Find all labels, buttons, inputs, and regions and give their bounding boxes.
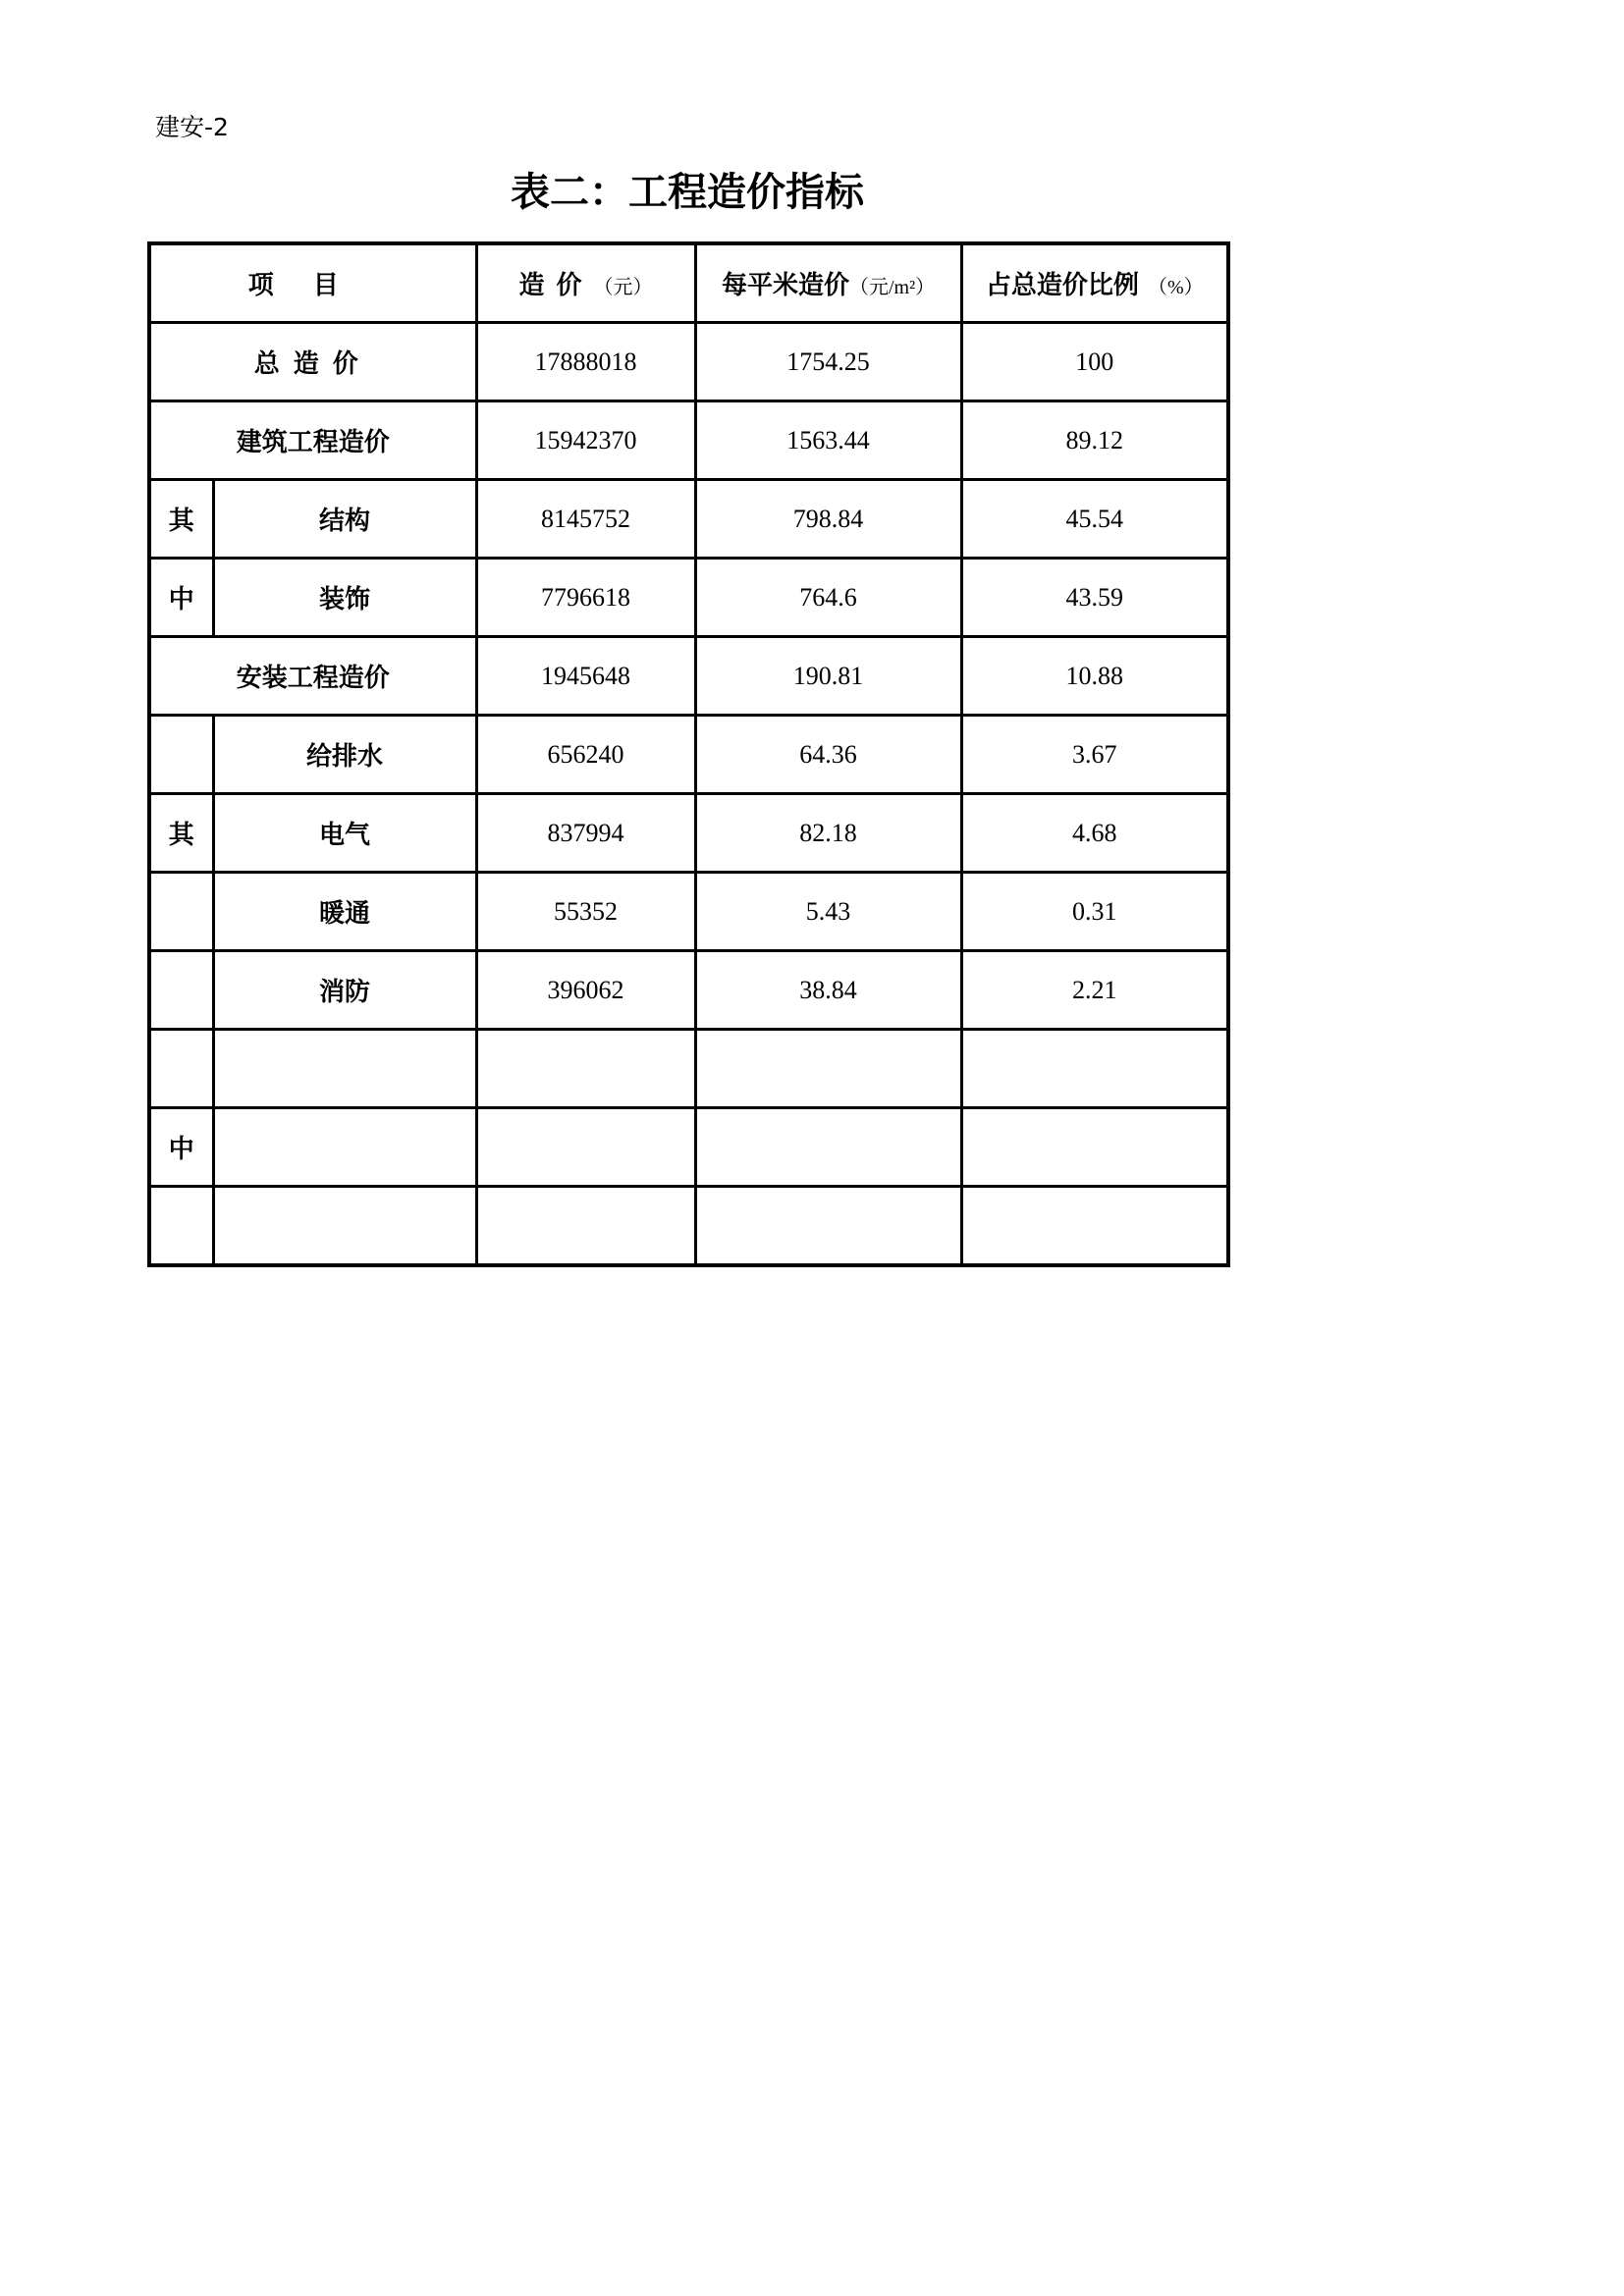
group-label: 中: [149, 559, 213, 637]
cost-index-table: [147, 241, 1230, 1267]
empty-cell: [476, 1030, 695, 1108]
row-cost: 656240: [476, 716, 695, 794]
table-row: [149, 794, 1228, 873]
header-cost: 造价（元）: [476, 243, 695, 323]
table-row: [149, 480, 1228, 559]
table-row: [149, 323, 1228, 401]
empty-cell: [695, 1187, 961, 1266]
table-row: [149, 637, 1228, 716]
row-name: 装饰: [213, 559, 476, 637]
table-header-row: [149, 243, 1228, 323]
empty-cell: [476, 1187, 695, 1266]
row-ratio: 89.12: [961, 401, 1228, 480]
row-ratio: 100: [961, 323, 1228, 401]
empty-cell: [961, 1030, 1228, 1108]
empty-cell: [213, 1030, 476, 1108]
row-cost: 8145752: [476, 480, 695, 559]
empty-cell: [961, 1187, 1228, 1266]
row-cost: 1945648: [476, 637, 695, 716]
row-cost: 837994: [476, 794, 695, 873]
row-name: 电气: [213, 794, 476, 873]
row-ratio: 45.54: [961, 480, 1228, 559]
row-per-sqm: 1563.44: [695, 401, 961, 480]
row-ratio: 0.31: [961, 873, 1228, 951]
group-label-empty: [149, 1187, 213, 1266]
row-per-sqm: 5.43: [695, 873, 961, 951]
group-label-empty: [149, 716, 213, 794]
empty-cell: [695, 1108, 961, 1187]
row-name: 结构: [213, 480, 476, 559]
row-ratio: 4.68: [961, 794, 1228, 873]
row-name: 安装工程造价: [149, 637, 476, 716]
header-per-sqm: 每平米造价（元/m²）: [695, 243, 961, 323]
empty-cell: [213, 1108, 476, 1187]
header-item: 项目: [149, 243, 476, 323]
table-row-empty: [149, 1108, 1228, 1187]
group-label: 中: [149, 1108, 213, 1187]
group-label-empty: [149, 873, 213, 951]
group-label: 其: [149, 794, 213, 873]
row-ratio: 43.59: [961, 559, 1228, 637]
group-label: 其: [149, 480, 213, 559]
table-row: [149, 873, 1228, 951]
document-code: 建安-2: [155, 113, 229, 141]
row-name: 给排水: [213, 716, 476, 794]
table-row: [149, 559, 1228, 637]
group-label-empty: [149, 1030, 213, 1108]
empty-cell: [961, 1108, 1228, 1187]
row-cost: 55352: [476, 873, 695, 951]
row-cost: 17888018: [476, 323, 695, 401]
row-per-sqm: 1754.25: [695, 323, 961, 401]
table-row: [149, 951, 1228, 1030]
row-per-sqm: 798.84: [695, 480, 961, 559]
table-row: [149, 716, 1228, 794]
row-ratio: 10.88: [961, 637, 1228, 716]
row-cost: 15942370: [476, 401, 695, 480]
row-cost: 396062: [476, 951, 695, 1030]
row-name: 暖通: [213, 873, 476, 951]
header-ratio: 占总造价比例 （%）: [961, 243, 1228, 323]
row-per-sqm: 764.6: [695, 559, 961, 637]
row-name: 消防: [213, 951, 476, 1030]
row-cost: 7796618: [476, 559, 695, 637]
row-name: 总造价: [149, 323, 476, 401]
row-per-sqm: 64.36: [695, 716, 961, 794]
row-per-sqm: 82.18: [695, 794, 961, 873]
empty-cell: [476, 1108, 695, 1187]
page-title: 表二：工程造价指标: [511, 170, 864, 215]
row-ratio: 3.67: [961, 716, 1228, 794]
row-per-sqm: 38.84: [695, 951, 961, 1030]
row-ratio: 2.21: [961, 951, 1228, 1030]
group-label-empty: [149, 951, 213, 1030]
table-row-empty: [149, 1187, 1228, 1266]
empty-cell: [213, 1187, 476, 1266]
row-per-sqm: 190.81: [695, 637, 961, 716]
table-row: [149, 401, 1228, 480]
empty-cell: [695, 1030, 961, 1108]
table-row-empty: [149, 1030, 1228, 1108]
row-name: 建筑工程造价: [149, 401, 476, 480]
